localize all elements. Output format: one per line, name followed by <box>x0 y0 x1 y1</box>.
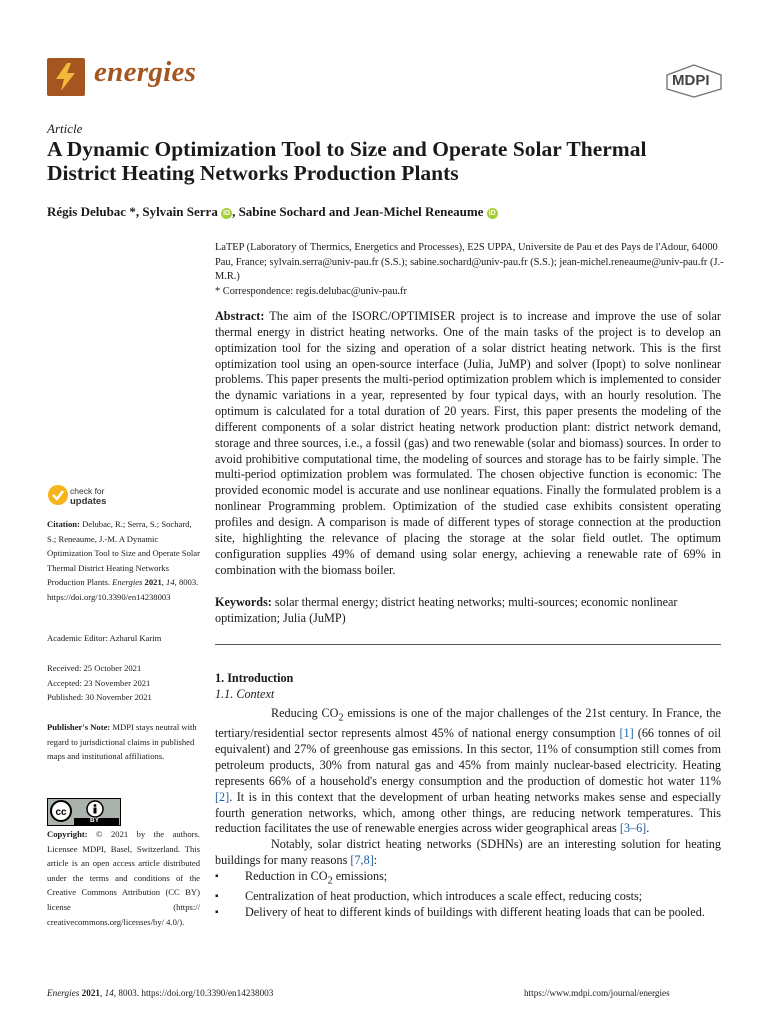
author-separator: , <box>135 204 143 219</box>
citation-sep: , <box>161 577 167 588</box>
affiliations <box>215 241 725 299</box>
footer-year: 2021 <box>79 988 100 998</box>
text-run: . It is in this context that the development of urban heating networks makes sense and especially fourth generation networks, which, among other things, are reducing network temperatures. This reduction facilitates the use of renewable energies across wider geographical areas <box>215 789 721 836</box>
body-text <box>215 706 721 921</box>
article-type: Article <box>47 121 83 136</box>
author-separator: and <box>325 204 354 219</box>
publisher-note-label: Publisher's Note: <box>47 722 111 732</box>
subscript: 2 <box>338 712 344 724</box>
publisher-note-text: MDPI stays neutral with regard to jurisdictional claims in published maps and institutional affiliations. <box>47 722 197 762</box>
section-heading: 1. Introduction <box>215 671 294 685</box>
paragraph <box>215 706 721 837</box>
copyright-block <box>47 827 200 929</box>
footer-doi[interactable]: , 8003. https://doi.org/10.3390/en14238003 <box>113 988 274 998</box>
check-updates-line: updates <box>70 495 107 507</box>
text-run: Reduction in CO <box>245 868 328 883</box>
author-list <box>47 204 498 220</box>
correspondence: * Correspondence: regis.delubac@univ-pau.fr <box>215 285 407 297</box>
lightning-icon <box>47 58 85 96</box>
publisher-note <box>47 720 200 764</box>
orcid-icon[interactable]: iD <box>223 210 231 217</box>
copyright-text: © 2021 by the authors. Licensee MDPI, Basel, Switzerland. This article is an open access article distributed under the terms and conditions of the Creative Commons Attribution (CC BY) license (https:// creativecommons.org/licenses/by/ 4.0/). <box>47 829 200 927</box>
bullet-list <box>215 869 721 921</box>
author-name[interactable]: Régis Delubac * <box>47 204 136 219</box>
text-run: (66 tonnes of oil equivalent) and 27% of greenhouse gas emissions. In this sector, 11% of consumption still comes from petroleum products, 30% from natural gas and 45% from mainly nuclear-based electricity. Heating represents 66% of a household's energy consumption and the production of domestic hot water 11% <box>215 726 721 788</box>
citation-link[interactable]: [1] <box>619 726 634 741</box>
citation-link[interactable]: [2] <box>215 789 230 804</box>
citation-link[interactable]: [7,8] <box>350 853 374 868</box>
citation-block <box>47 517 200 605</box>
journal-name: energies <box>94 56 197 88</box>
citation-label: Citation: <box>47 519 80 529</box>
citation-text: Delubac, R.; Serra, S.; Sochard, S.; Reneaume, J.-M. A Dynamic Optimization Tool to Size and Operate Solar Thermal District Heating Networks Production Plants. <box>47 519 200 588</box>
copyright-label: Copyright: <box>47 829 88 839</box>
paragraph <box>215 837 721 869</box>
text-run: Notably, solar district heating networks (SDHNs) are an interesting solution for heating buildings for many reasons <box>215 837 721 868</box>
citation-journal: Energies <box>112 577 143 588</box>
accepted-date: Accepted: 23 November 2021 <box>47 677 151 688</box>
footer-journal: Energies <box>47 988 80 998</box>
citation-link[interactable]: [3–6] <box>619 821 647 836</box>
citation-volume: 14 <box>166 577 175 588</box>
author-name[interactable]: Sabine Sochard <box>238 204 326 219</box>
text-run: emissions; <box>332 868 388 883</box>
affiliation-text: LaTEP (Laboratory of Thermics, Energetics and Processes), E2S UPPA, Universite de Pau et des Pays de l'Adour, 64000 Pau, France; sylvain.serra@univ-pau.fr (S.S.); sabine.sochard@univ-pau.fr (S.S.); jean-michel.reneaume@univ-pau.fr (J.-M.R.) <box>215 242 724 282</box>
abstract-text: The aim of the ISORC/OPTIMISER project is to increase and improve the use of solar thermal energy in district heating networks. One of the main tasks of the project is to develop an optimization tool for the sizing and operation of a solar district heating network. This is the first optimization tool using an open-source interface (Julia, JuMP) and solver (Ipopt) to solve nonlinear problems. This paper presents the multi-period optimization problem which is implemented to consider the dynamic variations in a year, represented by four typical days, with an hourly resolution. The optimum is calculated for a total duration of 20 years. First, this paper presents the modeling of the different components of a solar district heating network production plant: district network demand, storage and three sources, i.e., a fossil (gas) and two renewable (solar and biomass) sources. In order to avoid prohibitive computational time, the modeling of sources and storage has to be fairly simple. The multi-period optimization problem was formulated. The chosen objective function is economic: The provided economic model is accurate and use nonlinear equations. Finally the formulated problem is a nonlinear Programming problem. Optimization of the studied case exhibits consistent operating profiles and design. A comparison is made of different types of storage connection at the production site, highlighting the relevance of placing the storage at the solar field outlet. The optimum configuration supplies 49% of demand using solar energy, achieving a renewable rate of 69% in combination with the biomass boiler. <box>215 309 721 577</box>
text-run: Reducing CO <box>271 706 339 720</box>
academic-editor: Academic Editor: Azharul Karim <box>47 633 162 643</box>
keywords-label: Keywords: <box>215 595 272 609</box>
journal-logo <box>47 58 85 96</box>
check-updates-line: check for <box>70 486 105 496</box>
keywords-text: solar thermal energy; district heating networks; multi-sources; economic nonlinear optimization; Julia (JuMP) <box>215 595 678 625</box>
section-divider <box>215 644 721 645</box>
check-for-updates-label[interactable] <box>70 487 106 506</box>
svg-text:cc: cc <box>55 807 67 818</box>
subscript: 2 <box>327 875 333 887</box>
orcid-icon[interactable]: iD <box>488 210 496 217</box>
footer-citation: Energies 2021, 14, 8003. https://doi.org/10.3390/en14238003 <box>47 988 274 998</box>
list-item <box>215 869 721 889</box>
list-item: ▪ Centralization of heat production, which introduces a scale effect, reducing costs; <box>215 889 721 905</box>
citation-year: 2021 <box>142 577 162 588</box>
creative-commons-icon <box>48 799 120 825</box>
check-for-updates-icon[interactable] <box>47 484 69 506</box>
citation-doi[interactable]: , 8003. https://doi.org/10.3390/en14238003 <box>47 577 199 602</box>
cc-by-license-badge[interactable] <box>47 798 121 826</box>
cc-by-label: BY <box>90 817 100 824</box>
author-name[interactable]: Jean-Michel Reneaume <box>353 204 484 219</box>
keywords <box>215 595 721 627</box>
text-run: emissions is one of the major challenges of the 21st century. In France, the tertiary/residential sector represents almost 45% of national energy consumption <box>215 706 721 741</box>
text-run: : <box>373 853 378 868</box>
author-name[interactable]: Sylvain Serra <box>142 204 218 219</box>
received-date: Received: 25 October 2021 <box>47 663 142 673</box>
dates-block <box>47 661 200 705</box>
subsection-heading: 1.1. Context <box>215 687 275 701</box>
footer-journal-url[interactable]: https://www.mdpi.com/journal/energies <box>524 988 670 998</box>
footer-volume: 14 <box>104 988 114 998</box>
abstract-label: Abstract: <box>215 309 265 323</box>
list-item: ▪ Delivery of heat to different kinds of buildings with different heating loads that can be pooled. <box>215 905 721 921</box>
publisher-logo-text: MDPI <box>672 72 710 89</box>
published-date: Published: 30 November 2021 <box>47 692 152 703</box>
author-separator: , <box>232 204 239 219</box>
text-run: . <box>646 821 650 836</box>
article-title: A Dynamic Optimization Tool to Size and Operate Solar Thermal District Heating Networks Production Plants <box>47 137 647 185</box>
abstract <box>215 309 721 578</box>
